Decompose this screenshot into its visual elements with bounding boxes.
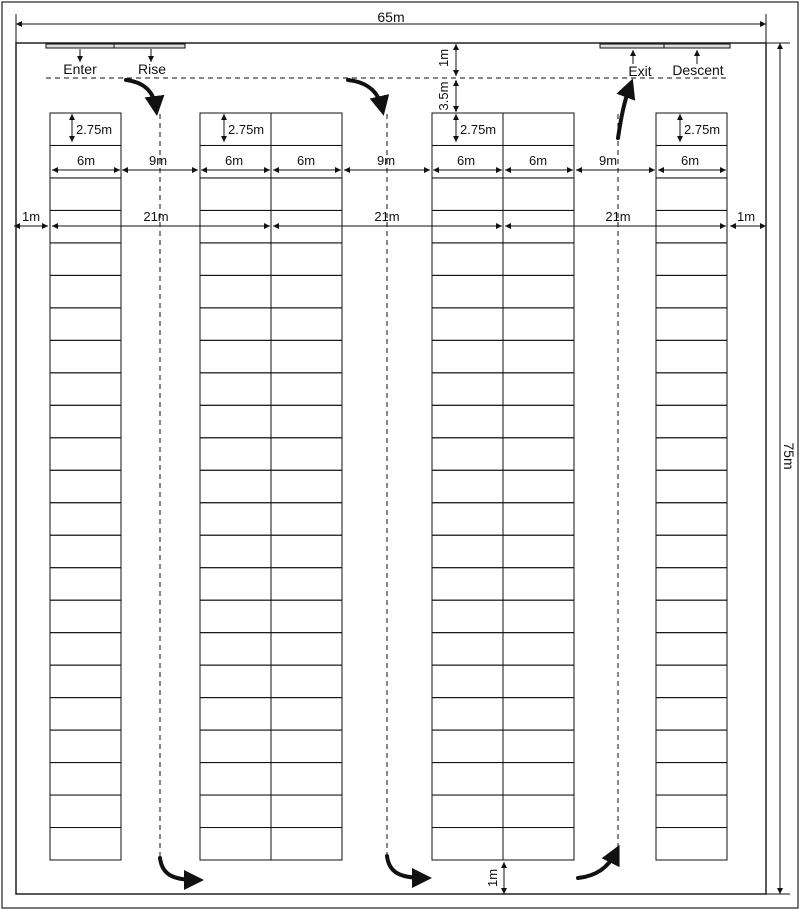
parking-stall bbox=[271, 470, 342, 502]
parking-stall bbox=[656, 470, 727, 502]
parking-stall bbox=[432, 243, 503, 275]
parking-stall bbox=[200, 210, 271, 242]
bay-width-dims bbox=[14, 209, 766, 226]
parking-stall bbox=[656, 405, 727, 437]
parking-stall bbox=[432, 698, 503, 730]
enter-label: Enter bbox=[63, 61, 97, 77]
parking-stall bbox=[50, 763, 121, 795]
parking-stall bbox=[200, 243, 271, 275]
parking-stall bbox=[432, 665, 503, 697]
parking-stall bbox=[271, 535, 342, 567]
parking-stall bbox=[271, 340, 342, 372]
parking-stall bbox=[503, 438, 574, 470]
parking-stall bbox=[50, 243, 121, 275]
parking-stall bbox=[50, 178, 121, 210]
parking-stall bbox=[656, 308, 727, 340]
parking-stall bbox=[200, 373, 271, 405]
parking-stall bbox=[50, 503, 121, 535]
overall-height-label: 75m bbox=[781, 442, 797, 470]
parking-stall bbox=[200, 828, 271, 860]
parking-stall bbox=[432, 308, 503, 340]
parking-stall bbox=[50, 438, 121, 470]
parking-stall bbox=[503, 730, 574, 762]
parking-stall bbox=[200, 178, 271, 210]
parking-stall bbox=[656, 795, 727, 827]
parking-stall bbox=[432, 828, 503, 860]
stall-depth-label: 2.75m bbox=[228, 122, 265, 137]
building-outline bbox=[16, 43, 766, 894]
side-gap-label-right: 1m bbox=[736, 209, 756, 224]
parking-stall bbox=[432, 503, 503, 535]
parking-stall bbox=[432, 178, 503, 210]
parking-stall bbox=[200, 340, 271, 372]
parking-stall bbox=[50, 308, 121, 340]
parking-stall bbox=[503, 698, 574, 730]
rise-label: Rise bbox=[137, 61, 167, 77]
parking-stall bbox=[50, 340, 121, 372]
parking-stall bbox=[200, 633, 271, 665]
parking-stall bbox=[656, 178, 727, 210]
parking-stall bbox=[432, 763, 503, 795]
parking-stall bbox=[503, 568, 574, 600]
parking-stall bbox=[50, 275, 121, 307]
parking-stall bbox=[271, 568, 342, 600]
parking-stall bbox=[656, 210, 727, 242]
stall-depth-label: 2.75m bbox=[684, 122, 721, 137]
parking-stall bbox=[656, 568, 727, 600]
parking-stall bbox=[271, 210, 342, 242]
stall-width-label: 6m bbox=[680, 153, 700, 168]
parking-stall bbox=[656, 633, 727, 665]
parking-stall bbox=[200, 730, 271, 762]
side-gap-label-left: 1m bbox=[21, 209, 41, 224]
parking-stall bbox=[271, 373, 342, 405]
stall-width-label: 6m bbox=[224, 153, 244, 168]
exit-label: Exit bbox=[628, 63, 652, 79]
parking-stall bbox=[50, 665, 121, 697]
parking-stall bbox=[503, 828, 574, 860]
stall-width-label: 6m bbox=[296, 153, 316, 168]
stall-width-label: 6m bbox=[456, 153, 476, 168]
parking-stall bbox=[656, 340, 727, 372]
parking-stall bbox=[503, 373, 574, 405]
stall-width-dims bbox=[52, 153, 726, 170]
parking-stall bbox=[432, 600, 503, 632]
parking-stall bbox=[200, 600, 271, 632]
parking-stall bbox=[200, 535, 271, 567]
stall-grid bbox=[50, 113, 727, 860]
stall-width-label: 6m bbox=[76, 153, 96, 168]
bay-width-label: 21m bbox=[605, 209, 631, 224]
parking-stall bbox=[503, 210, 574, 242]
parking-stall bbox=[271, 600, 342, 632]
parking-stall bbox=[271, 178, 342, 210]
parking-stall bbox=[503, 665, 574, 697]
parking-stall bbox=[271, 828, 342, 860]
parking-stall bbox=[503, 600, 574, 632]
parking-stall bbox=[432, 795, 503, 827]
flow-arrow-exit-up bbox=[618, 86, 630, 138]
parking-stall bbox=[271, 730, 342, 762]
parking-stall bbox=[271, 698, 342, 730]
parking-stall bbox=[503, 795, 574, 827]
parking-stall bbox=[271, 665, 342, 697]
parking-stall bbox=[503, 113, 574, 145]
overall-width-label: 65m bbox=[377, 9, 405, 25]
parking-stall bbox=[200, 568, 271, 600]
parking-stall bbox=[50, 795, 121, 827]
aisle-width-label: 9m bbox=[598, 153, 618, 168]
aisle-width-label: 9m bbox=[376, 153, 396, 168]
parking-stall bbox=[432, 438, 503, 470]
parking-stall bbox=[50, 373, 121, 405]
parking-stall bbox=[50, 405, 121, 437]
parking-stall bbox=[200, 763, 271, 795]
parking-stall bbox=[271, 763, 342, 795]
parking-stall bbox=[50, 535, 121, 567]
parking-stall bbox=[432, 568, 503, 600]
parking-stall bbox=[50, 698, 121, 730]
parking-stall bbox=[50, 600, 121, 632]
parking-stall bbox=[656, 730, 727, 762]
parking-stall bbox=[50, 210, 121, 242]
parking-stall bbox=[432, 405, 503, 437]
parking-stall bbox=[271, 795, 342, 827]
bay-width-label: 21m bbox=[374, 209, 400, 224]
ramp-gap-label: 1m bbox=[436, 48, 451, 68]
parking-stall bbox=[200, 698, 271, 730]
parking-stall bbox=[656, 503, 727, 535]
parking-stall bbox=[503, 178, 574, 210]
parking-stall bbox=[503, 470, 574, 502]
parking-stall bbox=[50, 633, 121, 665]
parking-stall bbox=[200, 470, 271, 502]
parking-stall bbox=[50, 568, 121, 600]
flow-arrows bbox=[126, 80, 630, 880]
parking-stall bbox=[271, 113, 342, 145]
exit-ramp bbox=[600, 44, 730, 48]
parking-stall bbox=[271, 275, 342, 307]
bay-width-label: 21m bbox=[143, 209, 169, 224]
parking-stall bbox=[656, 828, 727, 860]
parking-stall bbox=[200, 308, 271, 340]
parking-stall bbox=[432, 210, 503, 242]
parking-stall bbox=[656, 698, 727, 730]
parking-stall bbox=[503, 503, 574, 535]
flow-arrow-entry-turn bbox=[126, 80, 156, 108]
parking-stall bbox=[200, 795, 271, 827]
parking-stall bbox=[503, 763, 574, 795]
parking-stall bbox=[271, 633, 342, 665]
parking-stall bbox=[432, 340, 503, 372]
parking-stall bbox=[503, 308, 574, 340]
parking-stall bbox=[200, 405, 271, 437]
parking-stall bbox=[656, 243, 727, 275]
parking-stall bbox=[200, 503, 271, 535]
parking-stall bbox=[50, 730, 121, 762]
parking-stall bbox=[503, 275, 574, 307]
parking-stall bbox=[503, 535, 574, 567]
stall-depth-label: 2.75m bbox=[76, 122, 113, 137]
parking-stall bbox=[656, 438, 727, 470]
parking-stall bbox=[656, 275, 727, 307]
parking-stall bbox=[656, 600, 727, 632]
parking-stall bbox=[503, 243, 574, 275]
parking-stall bbox=[656, 373, 727, 405]
descent-label: Descent bbox=[672, 62, 724, 78]
parking-stall bbox=[432, 275, 503, 307]
parking-stall bbox=[200, 665, 271, 697]
parking-stall bbox=[271, 438, 342, 470]
parking-stall bbox=[200, 438, 271, 470]
parking-stall bbox=[432, 373, 503, 405]
parking-stall bbox=[503, 405, 574, 437]
flow-arrow-bottom-1 bbox=[160, 858, 196, 880]
parking-stall bbox=[200, 275, 271, 307]
parking-stall bbox=[432, 470, 503, 502]
parking-stall bbox=[271, 243, 342, 275]
parking-stall bbox=[656, 535, 727, 567]
aisle-width-label: 9m bbox=[148, 153, 168, 168]
parking-stall bbox=[50, 828, 121, 860]
parking-stall bbox=[656, 665, 727, 697]
flow-arrow-aisle2-entry bbox=[348, 80, 382, 108]
aisle-setback-label: 3.5m bbox=[436, 81, 451, 111]
parking-stall bbox=[432, 535, 503, 567]
flow-arrow-bottom-2 bbox=[387, 856, 424, 878]
parking-stall bbox=[656, 763, 727, 795]
parking-stall bbox=[271, 405, 342, 437]
parking-stall bbox=[503, 340, 574, 372]
parking-stall bbox=[432, 730, 503, 762]
stall-depth-label: 2.75m bbox=[460, 122, 497, 137]
parking-stall bbox=[50, 470, 121, 502]
entry-ramp bbox=[46, 44, 185, 48]
flow-arrow-bottom-3 bbox=[578, 852, 616, 878]
parking-stall bbox=[503, 633, 574, 665]
stall-width-label: 6m bbox=[528, 153, 548, 168]
parking-stall bbox=[432, 633, 503, 665]
parking-stall bbox=[271, 308, 342, 340]
bottom-gap-label: 1m bbox=[485, 868, 500, 888]
parking-stall bbox=[271, 503, 342, 535]
